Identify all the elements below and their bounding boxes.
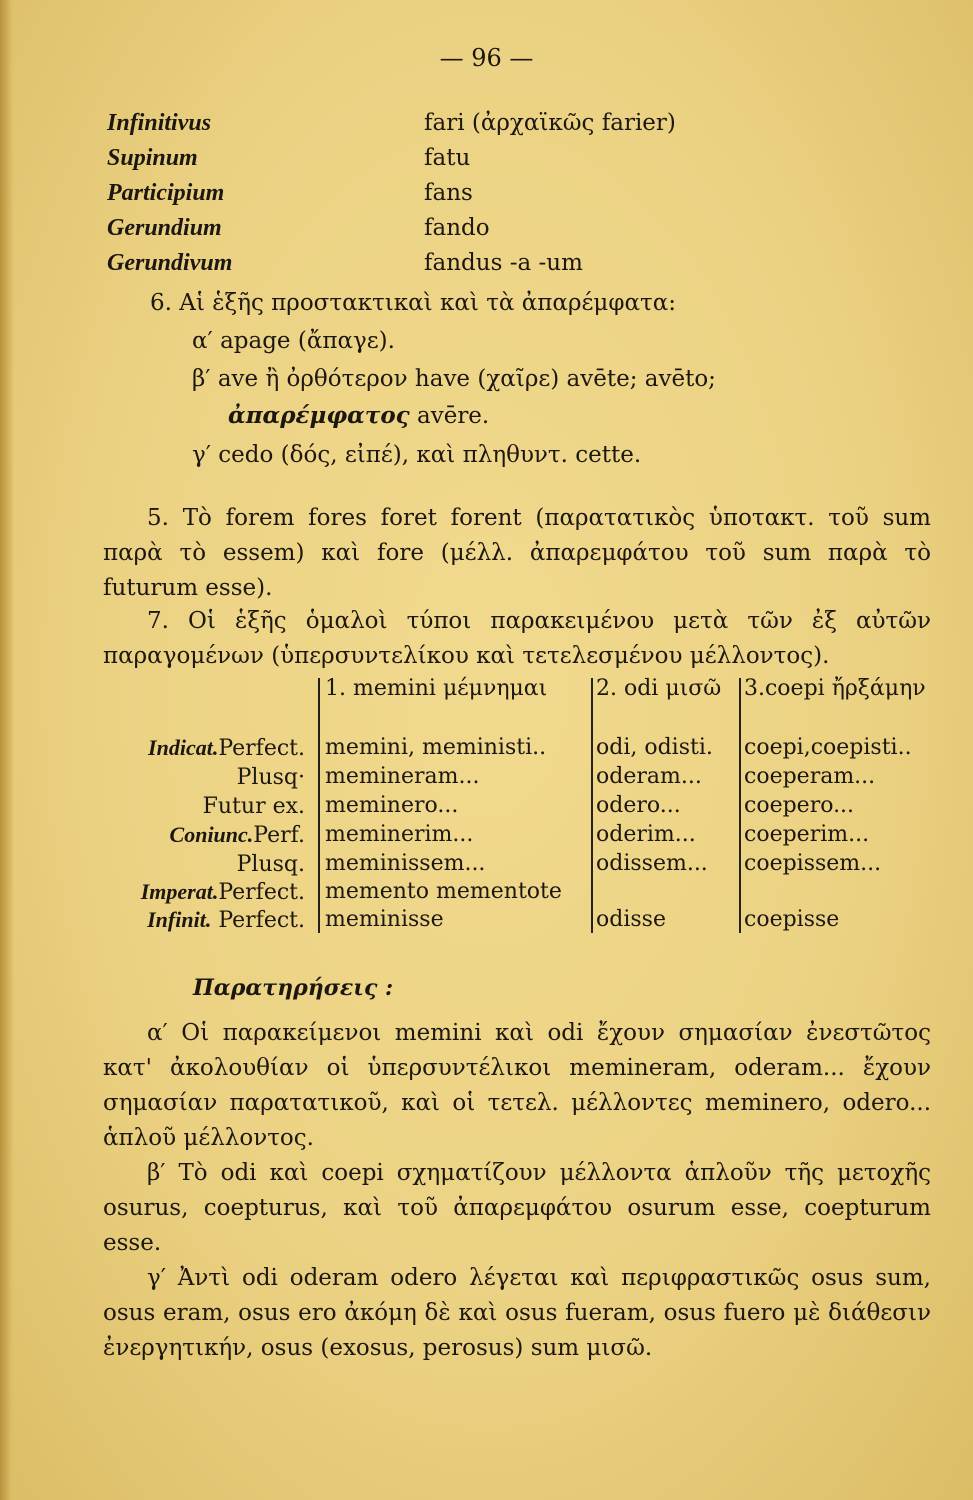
table-cell: odi, odisti. xyxy=(596,735,713,760)
table-cell: memineram... xyxy=(325,764,480,789)
table-rule xyxy=(318,678,320,933)
table-cell: coepi,coepisti.. xyxy=(744,735,912,760)
form-value: fari (ἀρχαϊκῶς farier) xyxy=(424,110,676,136)
observation-a xyxy=(103,1016,931,1156)
row-tense: Perfect. xyxy=(218,736,305,761)
table-cell: oderim... xyxy=(596,822,696,847)
emphasis-term: ἀπαρέμφατος xyxy=(228,402,410,429)
table-cell: coepero... xyxy=(744,793,855,818)
row-label xyxy=(105,877,305,907)
section-6-item-b: β′ ave ἢ ὀρθότερον have (χαῖρε) avēte; avēto; xyxy=(192,366,716,392)
column-header: 2. odi μισῶ xyxy=(596,676,722,701)
row-label xyxy=(105,733,305,763)
row-mood: Coniunc. xyxy=(169,822,254,847)
row-tense: Futur ex. xyxy=(202,794,305,819)
observation-c xyxy=(103,1261,931,1366)
form-label: Participium xyxy=(107,180,225,206)
row-mood: Indicat. xyxy=(148,735,219,760)
form-label: Gerundium xyxy=(107,215,222,241)
table-cell: oderam... xyxy=(596,764,702,789)
row-label xyxy=(105,791,305,821)
table-cell: memini, meministi.. xyxy=(325,735,547,760)
form-value: fandus -a -um xyxy=(424,250,583,276)
page-edge xyxy=(0,0,14,1500)
section-6-item-c: γ′ cedo (δός, εἰπέ), καὶ πληθυντ. cette. xyxy=(192,442,642,468)
section-6-item-a: α′ apage (ἄπαγε). xyxy=(192,328,395,354)
observation-text: α′ Οἱ παρακείμενοι memini καὶ odi ἔχουν σημασίαν ἐνεστῶτος κατ' ἀκολουθίαν οἱ ὑπερσυντέλικοι memineram, oderam... ἔχουν σημασίαν παρατατικοῦ, καὶ οἱ τετελ. μέλλοντες meminero, odero... ἁπλοῦ μέλλοντος. xyxy=(103,1020,931,1151)
section-6-item-b-cont xyxy=(228,401,489,431)
table-cell: coepissem... xyxy=(744,851,882,876)
form-label: Gerundivum xyxy=(107,250,233,276)
row-label xyxy=(105,905,305,935)
form-value: fando xyxy=(424,215,490,241)
section-6-heading: 6. Αἱ ἑξῆς προστακτικαὶ καὶ τὰ ἀπαρέμφατα: xyxy=(150,290,676,316)
section-5-text: 5. Τὸ forem fores foret forent (παρατατικὸς ὑποτακτ. τοῦ sum παρὰ τὸ essem) καὶ fore (μέλλ. ἀπαρεμφάτου τοῦ sum παρὰ τὸ futurum esse). xyxy=(103,505,931,601)
row-tense: Plusq· xyxy=(236,765,305,790)
table-cell: coeperim... xyxy=(744,822,870,847)
table-cell: meminisse xyxy=(325,907,444,932)
observation-b xyxy=(103,1156,931,1261)
section-7-paragraph xyxy=(103,604,931,674)
form-label: Infinitivus xyxy=(107,110,212,136)
observation-text: γ′ Ἀντὶ odi oderam odero λέγεται καὶ περιφραστικῶς osus sum, osus eram, osus ero ἀκόμη δὲ καὶ osus fueram, osus fuero μὲ διάθεσιν ἐνεργητικήν, osus (exosus, perosus) sum μισῶ. xyxy=(103,1265,931,1361)
section-7-text: 7. Οἱ ἑξῆς ὁμαλοὶ τύποι παρακειμένου μετὰ τῶν ἐξ αὐτῶν παραγομένων (ὑπερσυντελίκου καὶ τετελεσμένου μέλλοντος). xyxy=(103,608,931,669)
row-label xyxy=(105,820,305,850)
table-cell: memento mementote xyxy=(325,879,562,904)
table-cell: coeperam... xyxy=(744,764,876,789)
table-cell: coepisse xyxy=(744,907,840,932)
row-tense: Perfect. xyxy=(211,908,305,933)
page-number: — 96 — xyxy=(439,44,534,72)
table-rule xyxy=(739,678,741,933)
row-label xyxy=(105,849,305,879)
row-tense: Plusq. xyxy=(236,852,305,877)
table-cell: odero... xyxy=(596,793,681,818)
row-mood: Imperat. xyxy=(140,879,219,904)
column-header: 1. memini μέμνημαι xyxy=(325,676,548,701)
row-label xyxy=(105,762,305,792)
table-cell: odissem... xyxy=(596,851,708,876)
table-cell: meminissem... xyxy=(325,851,486,876)
table-cell: odisse xyxy=(596,907,666,932)
section-6-text: avēre. xyxy=(417,403,490,429)
row-tense: Perf. xyxy=(253,823,305,848)
column-header: 3.coepi ἤρξάμην xyxy=(744,676,926,701)
observation-text: β′ Τὸ odi καὶ coepi σχηματίζουν μέλλοντα ἁπλοῦν τῆς μετοχῆς osurus, coepturus, καὶ τοῦ ἀπαρεμφάτου osurum esse, coepturum esse. xyxy=(103,1160,931,1256)
observations-heading: Παρατηρήσεις : xyxy=(193,975,394,1001)
form-label: Supinum xyxy=(107,145,198,171)
form-value: fatu xyxy=(424,145,471,171)
table-rule xyxy=(591,678,593,933)
row-tense: Perfect. xyxy=(218,880,305,905)
row-mood: Infinit. xyxy=(147,907,212,932)
form-value: fans xyxy=(424,180,473,206)
section-5-paragraph xyxy=(103,501,931,606)
table-cell: meminero... xyxy=(325,793,459,818)
table-cell: meminerim... xyxy=(325,822,474,847)
